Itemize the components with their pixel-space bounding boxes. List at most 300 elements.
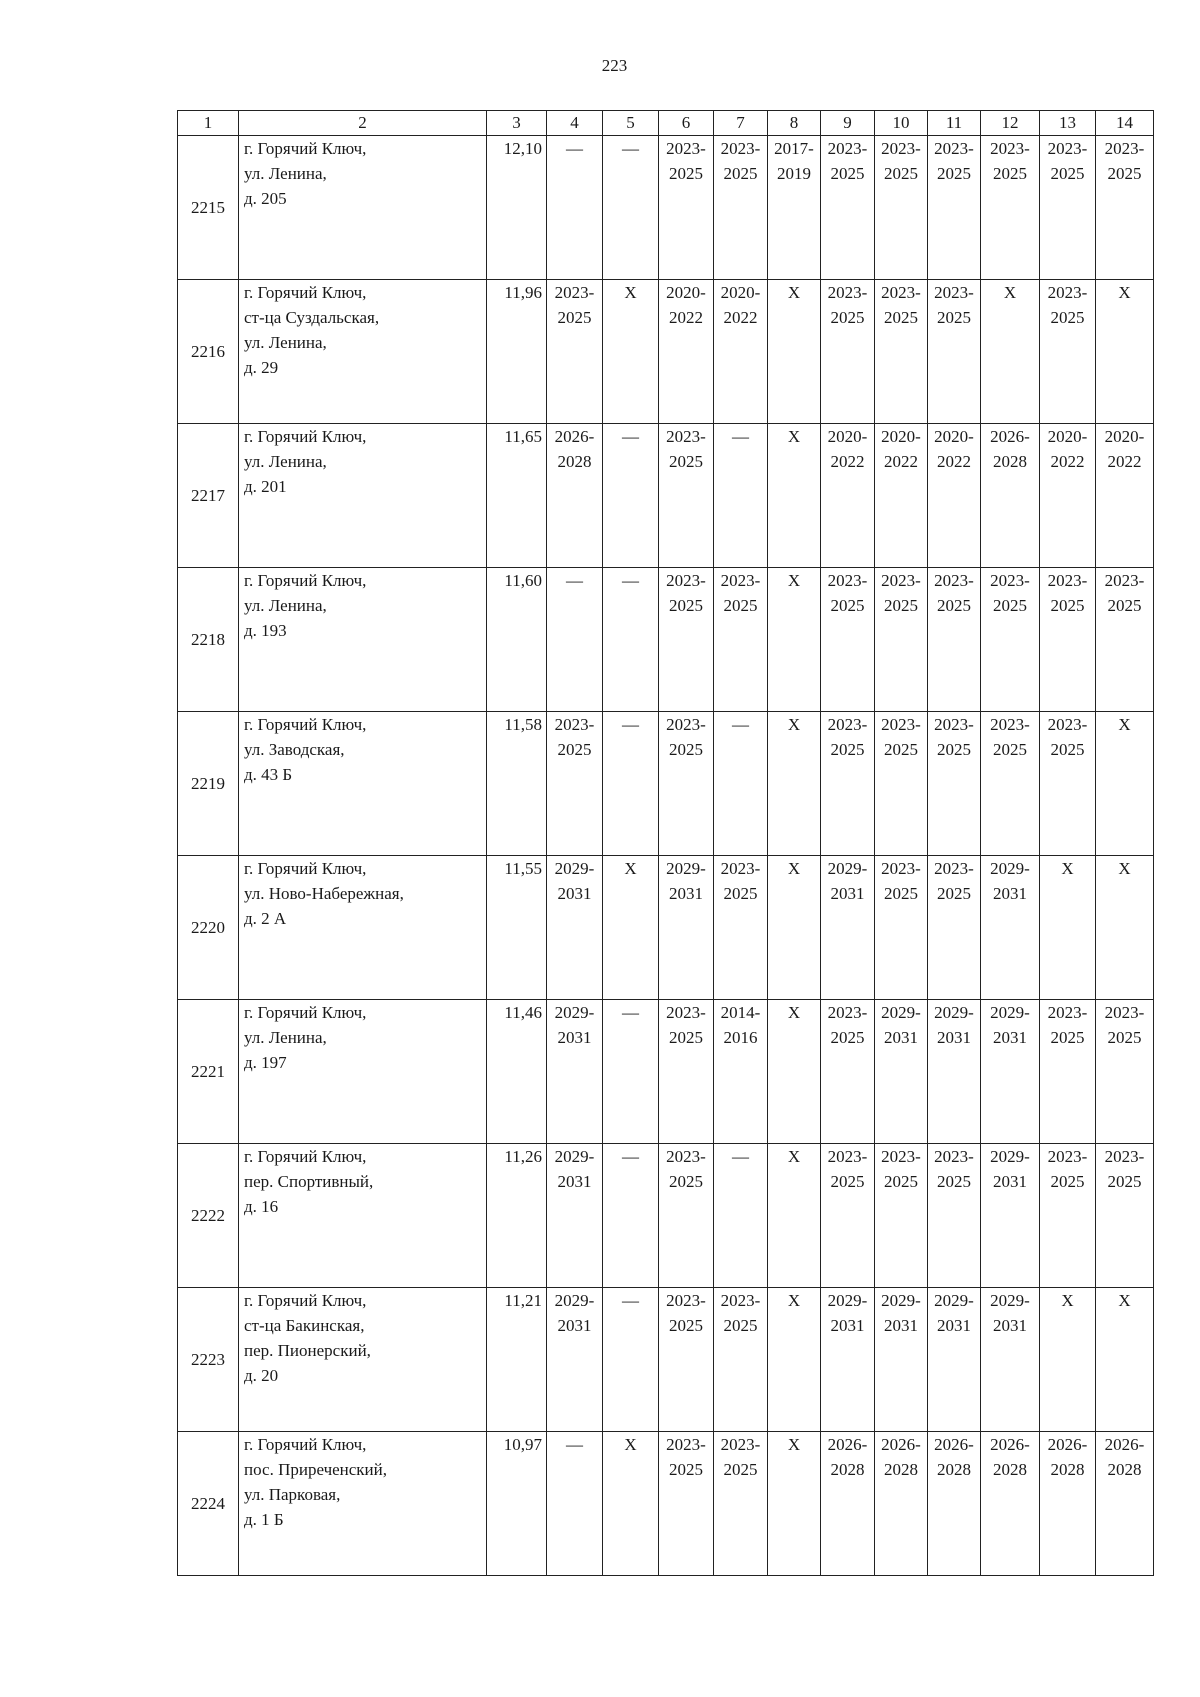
address-line: д. 1 Б bbox=[244, 1510, 284, 1529]
period-value: — bbox=[622, 715, 639, 734]
period-value: X bbox=[787, 1435, 801, 1454]
period-value: — bbox=[622, 139, 639, 158]
period-value: — bbox=[566, 1435, 583, 1454]
period-value: 2029- bbox=[934, 1291, 974, 1310]
period-value: 2025 bbox=[669, 1172, 703, 1191]
column-header: 8 bbox=[768, 111, 821, 136]
period-cell bbox=[603, 1432, 659, 1576]
column-header: 7 bbox=[714, 111, 768, 136]
period-value: 2029- bbox=[554, 1003, 595, 1022]
period-cell bbox=[714, 424, 768, 568]
period-cell bbox=[659, 136, 714, 280]
period-cell bbox=[928, 1000, 981, 1144]
period-cell bbox=[603, 280, 659, 424]
period-value: 2029- bbox=[554, 1291, 595, 1310]
period-cell bbox=[1040, 136, 1096, 280]
period-value: 2028 bbox=[884, 1460, 918, 1479]
period-value: 2031 bbox=[884, 1028, 918, 1047]
period-cell bbox=[547, 1288, 603, 1432]
address-line: пер. Спортивный, bbox=[244, 1172, 374, 1191]
period-cell bbox=[928, 568, 981, 712]
period-value: 2025 bbox=[830, 740, 865, 759]
period-cell bbox=[603, 424, 659, 568]
period-value: 2029- bbox=[881, 1003, 921, 1022]
column-header: 1 bbox=[178, 111, 239, 136]
period-cell bbox=[603, 1288, 659, 1432]
period-cell bbox=[928, 1432, 981, 1576]
period-value: X bbox=[1061, 859, 1074, 878]
table-row bbox=[178, 568, 1154, 712]
period-cell bbox=[981, 136, 1040, 280]
row-number: 2219 bbox=[178, 712, 239, 856]
period-value: 2029- bbox=[554, 1147, 595, 1166]
period-cell bbox=[1096, 280, 1154, 424]
address-line: ул. Ленина, bbox=[244, 333, 327, 352]
period-value: X bbox=[1003, 283, 1017, 302]
table-row bbox=[178, 136, 1154, 280]
period-value: X bbox=[624, 859, 637, 878]
address-line: ул. Ленина, bbox=[244, 1028, 327, 1047]
period-value: 2020- bbox=[934, 427, 974, 446]
period-cell bbox=[659, 856, 714, 1000]
period-value: 2020- bbox=[881, 427, 921, 446]
period-value: 2023- bbox=[1104, 139, 1145, 158]
column-header: 2 bbox=[239, 111, 487, 136]
period-cell bbox=[547, 136, 603, 280]
address-line: г. Горячий Ключ, bbox=[244, 1435, 367, 1454]
period-value: 2028 bbox=[1107, 1460, 1142, 1479]
period-value: 2023- bbox=[934, 715, 974, 734]
period-cell bbox=[768, 856, 821, 1000]
period-cell bbox=[714, 136, 768, 280]
period-value: 2031 bbox=[993, 884, 1027, 903]
period-value: 2025 bbox=[1050, 740, 1085, 759]
address-line: пос. Приреченский, bbox=[244, 1460, 388, 1479]
period-value: 2020- bbox=[827, 427, 868, 446]
period-value: — bbox=[732, 427, 749, 446]
period-cell bbox=[981, 1000, 1040, 1144]
period-value: 2023- bbox=[1047, 1147, 1088, 1166]
page-number: 223 bbox=[601, 56, 628, 75]
period-value: 2023- bbox=[720, 859, 761, 878]
period-value: X bbox=[787, 283, 801, 302]
area-cell: 10,97 bbox=[487, 1432, 547, 1576]
period-cell bbox=[547, 568, 603, 712]
period-value: X bbox=[787, 1291, 801, 1310]
period-value: 2022 bbox=[884, 452, 918, 471]
period-value: 2026- bbox=[881, 1435, 921, 1454]
period-value: 2025 bbox=[723, 1316, 758, 1335]
period-value: 2023- bbox=[881, 283, 921, 302]
period-value: 2023- bbox=[827, 1147, 868, 1166]
period-value: X bbox=[787, 859, 801, 878]
column-header: 9 bbox=[821, 111, 875, 136]
period-cell bbox=[659, 712, 714, 856]
period-cell bbox=[714, 1144, 768, 1288]
period-value: — bbox=[622, 1003, 639, 1022]
period-value: 2025 bbox=[884, 164, 918, 183]
column-header: 5 bbox=[603, 111, 659, 136]
row-number: 2218 bbox=[178, 568, 239, 712]
period-cell bbox=[714, 1288, 768, 1432]
period-value: X bbox=[1118, 715, 1131, 734]
period-cell bbox=[928, 1144, 981, 1288]
period-cell bbox=[821, 1288, 875, 1432]
period-value: 2023- bbox=[881, 139, 921, 158]
period-cell bbox=[603, 136, 659, 280]
address-cell bbox=[239, 1432, 487, 1576]
period-cell bbox=[547, 280, 603, 424]
period-value: 2025 bbox=[723, 596, 758, 615]
period-value: X bbox=[787, 571, 801, 590]
period-value: 2031 bbox=[557, 1028, 592, 1047]
period-cell bbox=[768, 136, 821, 280]
column-header: 6 bbox=[659, 111, 714, 136]
address-cell bbox=[239, 1288, 487, 1432]
area-cell: 11,55 bbox=[487, 856, 547, 1000]
period-value: — bbox=[566, 571, 583, 590]
period-cell bbox=[1096, 1432, 1154, 1576]
period-cell bbox=[768, 1288, 821, 1432]
period-value: 2023- bbox=[1104, 1003, 1145, 1022]
period-cell bbox=[768, 1144, 821, 1288]
period-cell bbox=[821, 712, 875, 856]
column-header: 13 bbox=[1040, 111, 1096, 136]
period-cell bbox=[981, 1144, 1040, 1288]
period-cell bbox=[1040, 856, 1096, 1000]
period-cell bbox=[547, 424, 603, 568]
period-value: X bbox=[1118, 283, 1131, 302]
period-cell bbox=[714, 856, 768, 1000]
period-value: 2029- bbox=[666, 859, 706, 878]
period-value: 2022 bbox=[937, 452, 971, 471]
period-value: 2023- bbox=[934, 283, 974, 302]
period-cell bbox=[768, 712, 821, 856]
period-value: 2025 bbox=[1050, 596, 1085, 615]
row-number: 2220 bbox=[178, 856, 239, 1000]
period-cell bbox=[875, 280, 928, 424]
period-value: X bbox=[787, 715, 801, 734]
period-cell bbox=[875, 712, 928, 856]
period-cell bbox=[928, 712, 981, 856]
period-value: 2023- bbox=[666, 1435, 706, 1454]
period-value: 2025 bbox=[937, 308, 971, 327]
period-value: X bbox=[787, 427, 801, 446]
period-cell bbox=[547, 1000, 603, 1144]
period-value: 2023- bbox=[934, 571, 974, 590]
column-header: 3 bbox=[487, 111, 547, 136]
period-value: 2023- bbox=[666, 427, 706, 446]
address-line: ст-ца Бакинская, bbox=[244, 1316, 365, 1335]
period-value: 2031 bbox=[669, 884, 703, 903]
period-cell bbox=[547, 1144, 603, 1288]
period-value: 2023- bbox=[881, 571, 921, 590]
column-header: 10 bbox=[875, 111, 928, 136]
period-value: 2025 bbox=[830, 1172, 865, 1191]
period-cell bbox=[768, 280, 821, 424]
period-cell bbox=[1040, 424, 1096, 568]
period-value: 2025 bbox=[937, 164, 971, 183]
period-value: X bbox=[1061, 1291, 1074, 1310]
address-line: д. 2 А bbox=[244, 909, 287, 928]
period-cell bbox=[821, 568, 875, 712]
period-value: — bbox=[622, 1147, 639, 1166]
period-cell bbox=[981, 712, 1040, 856]
address-line: д. 201 bbox=[244, 477, 287, 496]
period-value: 2025 bbox=[723, 1460, 758, 1479]
period-value: 2025 bbox=[884, 308, 918, 327]
period-value: 2023- bbox=[881, 715, 921, 734]
period-cell bbox=[1040, 280, 1096, 424]
address-cell bbox=[239, 1000, 487, 1144]
period-value: 2029- bbox=[554, 859, 595, 878]
table-row bbox=[178, 280, 1154, 424]
period-value: 2031 bbox=[557, 884, 592, 903]
period-cell bbox=[768, 1000, 821, 1144]
column-header: 12 bbox=[981, 111, 1040, 136]
period-value: 2025 bbox=[884, 1172, 918, 1191]
period-cell bbox=[659, 280, 714, 424]
address-line: д. 20 bbox=[244, 1366, 279, 1385]
period-value: 2020- bbox=[1047, 427, 1088, 446]
period-value: 2025 bbox=[937, 596, 971, 615]
area-cell: 11,26 bbox=[487, 1144, 547, 1288]
period-value: 2025 bbox=[884, 596, 918, 615]
period-value: 2025 bbox=[1050, 308, 1085, 327]
period-cell bbox=[928, 424, 981, 568]
period-value: 2023- bbox=[934, 1147, 974, 1166]
period-value: 2023- bbox=[1047, 715, 1088, 734]
period-value: 2026- bbox=[1104, 1435, 1145, 1454]
period-cell bbox=[1096, 568, 1154, 712]
column-header: 4 bbox=[547, 111, 603, 136]
period-value: 2026- bbox=[934, 1435, 974, 1454]
period-value: 2023- bbox=[720, 571, 761, 590]
period-value: 2023- bbox=[666, 139, 706, 158]
period-cell bbox=[659, 568, 714, 712]
period-value: 2025 bbox=[830, 164, 865, 183]
period-value: 2025 bbox=[937, 884, 971, 903]
period-value: 2023- bbox=[720, 1291, 761, 1310]
period-value: 2031 bbox=[993, 1316, 1027, 1335]
address-cell bbox=[239, 280, 487, 424]
period-value: 2022 bbox=[723, 308, 758, 327]
period-value: 2025 bbox=[884, 740, 918, 759]
address-line: д. 197 bbox=[244, 1053, 287, 1072]
period-value: 2023- bbox=[720, 1435, 761, 1454]
address-line: ст-ца Суздальская, bbox=[244, 308, 380, 327]
period-value: 2023- bbox=[934, 859, 974, 878]
period-value: X bbox=[1118, 859, 1131, 878]
period-cell bbox=[1040, 712, 1096, 856]
period-value: 2028 bbox=[830, 1460, 865, 1479]
period-value: 2023- bbox=[666, 1003, 706, 1022]
address-line: ул. Ново-Набережная, bbox=[244, 884, 404, 903]
period-value: 2023- bbox=[881, 859, 921, 878]
period-value: 2025 bbox=[937, 1172, 971, 1191]
period-value: 2029- bbox=[990, 859, 1030, 878]
period-value: 2023- bbox=[827, 715, 868, 734]
period-cell bbox=[659, 1000, 714, 1144]
period-value: 2029- bbox=[990, 1003, 1030, 1022]
period-value: 2029- bbox=[990, 1147, 1030, 1166]
period-cell bbox=[768, 424, 821, 568]
area-cell: 11,58 bbox=[487, 712, 547, 856]
period-value: 2020- bbox=[720, 283, 761, 302]
address-line: г. Горячий Ключ, bbox=[244, 1003, 367, 1022]
period-cell bbox=[659, 1288, 714, 1432]
address-line: д. 193 bbox=[244, 621, 287, 640]
period-value: 2025 bbox=[669, 1460, 703, 1479]
period-cell bbox=[875, 1288, 928, 1432]
period-value: 2022 bbox=[830, 452, 865, 471]
address-line: г. Горячий Ключ, bbox=[244, 427, 367, 446]
period-cell bbox=[875, 1000, 928, 1144]
period-value: 2025 bbox=[669, 596, 703, 615]
period-value: 2023- bbox=[990, 139, 1030, 158]
table-row bbox=[178, 424, 1154, 568]
period-cell bbox=[714, 568, 768, 712]
period-value: 2019 bbox=[777, 164, 811, 183]
area-cell: 11,21 bbox=[487, 1288, 547, 1432]
period-value: 2017- bbox=[774, 139, 814, 158]
period-value: 2023- bbox=[554, 283, 595, 302]
address-line: ул. Ленина, bbox=[244, 164, 327, 183]
period-value: 2031 bbox=[830, 884, 865, 903]
column-header: 14 bbox=[1096, 111, 1154, 136]
period-cell bbox=[603, 1144, 659, 1288]
period-value: 2025 bbox=[669, 1028, 703, 1047]
period-cell bbox=[821, 856, 875, 1000]
period-cell bbox=[1040, 1288, 1096, 1432]
period-value: 2025 bbox=[669, 164, 703, 183]
address-line: г. Горячий Ключ, bbox=[244, 715, 367, 734]
period-value: 2025 bbox=[993, 596, 1027, 615]
row-number: 2224 bbox=[178, 1432, 239, 1576]
table-row bbox=[178, 1432, 1154, 1576]
period-value: 2026- bbox=[1047, 1435, 1088, 1454]
period-cell bbox=[875, 856, 928, 1000]
period-cell bbox=[768, 568, 821, 712]
period-cell bbox=[1096, 1000, 1154, 1144]
period-value: 2023- bbox=[990, 715, 1030, 734]
period-cell bbox=[714, 280, 768, 424]
period-value: 2029- bbox=[827, 859, 868, 878]
table-row bbox=[178, 1144, 1154, 1288]
period-value: X bbox=[624, 1435, 637, 1454]
period-cell bbox=[875, 568, 928, 712]
period-value: 2023- bbox=[666, 715, 706, 734]
period-value: 2023- bbox=[666, 1291, 706, 1310]
period-cell bbox=[603, 712, 659, 856]
period-value: 2025 bbox=[669, 740, 703, 759]
period-value: 2023- bbox=[1047, 139, 1088, 158]
period-cell bbox=[875, 136, 928, 280]
table-row bbox=[178, 1288, 1154, 1432]
address-line: д. 43 Б bbox=[244, 765, 293, 784]
address-line: д. 29 bbox=[244, 358, 279, 377]
address-cell bbox=[239, 568, 487, 712]
period-cell bbox=[875, 424, 928, 568]
address-line: г. Горячий Ключ, bbox=[244, 571, 367, 590]
period-value: 2029- bbox=[827, 1291, 868, 1310]
period-value: 2023- bbox=[990, 571, 1030, 590]
area-cell: 11,65 bbox=[487, 424, 547, 568]
period-cell bbox=[928, 136, 981, 280]
period-value: 2028 bbox=[937, 1460, 971, 1479]
period-value: 2023- bbox=[827, 571, 868, 590]
period-value: — bbox=[732, 1147, 749, 1166]
period-cell bbox=[1040, 1000, 1096, 1144]
table-row bbox=[178, 1000, 1154, 1144]
period-value: 2016 bbox=[723, 1028, 758, 1047]
period-value: 2025 bbox=[1050, 1028, 1085, 1047]
period-cell bbox=[1096, 1144, 1154, 1288]
period-cell bbox=[714, 1432, 768, 1576]
period-value: 2026- bbox=[827, 1435, 868, 1454]
area-cell: 11,60 bbox=[487, 568, 547, 712]
period-cell bbox=[1040, 1144, 1096, 1288]
period-value: 2025 bbox=[1107, 1028, 1142, 1047]
address-line: д. 205 bbox=[244, 189, 287, 208]
period-cell bbox=[1096, 712, 1154, 856]
period-cell bbox=[659, 1432, 714, 1576]
table-row bbox=[178, 856, 1154, 1000]
period-value: — bbox=[622, 1291, 639, 1310]
period-cell bbox=[875, 1144, 928, 1288]
period-cell bbox=[1096, 1288, 1154, 1432]
period-value: 2025 bbox=[937, 740, 971, 759]
period-value: 2025 bbox=[723, 884, 758, 903]
period-value: 2026- bbox=[990, 427, 1030, 446]
period-cell bbox=[714, 1000, 768, 1144]
period-value: 2025 bbox=[993, 164, 1027, 183]
address-line: г. Горячий Ключ, bbox=[244, 859, 367, 878]
period-value: 2025 bbox=[723, 164, 758, 183]
period-cell bbox=[1040, 568, 1096, 712]
period-cell bbox=[821, 280, 875, 424]
period-cell bbox=[821, 424, 875, 568]
period-value: — bbox=[622, 571, 639, 590]
period-cell bbox=[768, 1432, 821, 1576]
period-value: 2023- bbox=[1047, 571, 1088, 590]
period-value: — bbox=[732, 715, 749, 734]
period-value: 2014- bbox=[720, 1003, 761, 1022]
period-value: 2031 bbox=[937, 1316, 971, 1335]
period-cell bbox=[547, 1432, 603, 1576]
period-value: — bbox=[622, 427, 639, 446]
address-line: г. Горячий Ключ, bbox=[244, 283, 367, 302]
period-cell bbox=[981, 856, 1040, 1000]
period-cell bbox=[659, 1144, 714, 1288]
period-value: 2028 bbox=[993, 1460, 1027, 1479]
period-value: X bbox=[787, 1003, 801, 1022]
period-value: 2023- bbox=[666, 1147, 706, 1166]
period-value: 2022 bbox=[1107, 452, 1142, 471]
period-value: 2025 bbox=[1050, 1172, 1085, 1191]
period-value: 2022 bbox=[669, 308, 703, 327]
period-cell bbox=[821, 1000, 875, 1144]
period-value: 2025 bbox=[1107, 164, 1142, 183]
row-number: 2215 bbox=[178, 136, 239, 280]
period-value: — bbox=[566, 139, 583, 158]
period-value: 2020- bbox=[666, 283, 706, 302]
address-cell bbox=[239, 712, 487, 856]
header-row bbox=[178, 111, 1154, 136]
period-value: 2023- bbox=[827, 283, 868, 302]
period-cell bbox=[821, 136, 875, 280]
area-cell: 11,96 bbox=[487, 280, 547, 424]
